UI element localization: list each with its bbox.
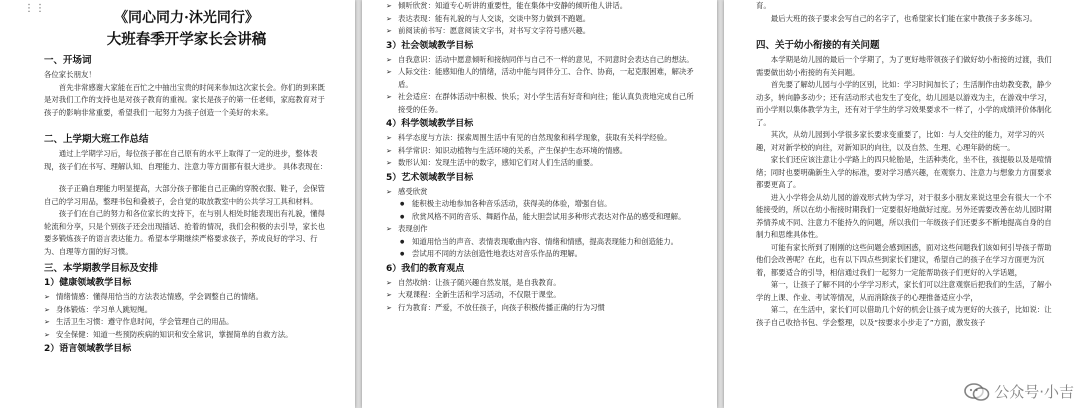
- section-heading-transition: 四、关于幼小衔接的有关问题: [756, 40, 880, 51]
- list-item: ➢ 表达表现：能有礼貌的与人交谈，交谈中努力做到不跑题。: [386, 13, 695, 26]
- list-item: ➢ 安全保健：知道一些预防疾病的知识和安全常识，掌握简单的自救方法。: [44, 329, 329, 342]
- subsection-heading-views: 6）我们的教育观点: [386, 263, 465, 274]
- sub-list-item: ● 能积极主动地参加各种音乐活动，获得美的体验，增强自信。: [386, 198, 695, 211]
- subsection-heading-language: 2）语言领域教学目标: [44, 344, 132, 354]
- document-page-2: [362, 0, 717, 408]
- paragraph: 本学期是幼儿园的最后一个学期了，为了更好地带领孩子们做好幼小衔接的过渡，我们需要做出幼小衔接的有关问题。: [756, 55, 1052, 77]
- list-item: ➢ 自然收纳：让孩子随兴趣自然发展，是自我教育。: [386, 277, 695, 290]
- list-item: ➢ 数形认知：发现生活中的数字，感知它们对人们生活的重要。: [386, 157, 695, 170]
- list-item: ➢ 表现创作: [386, 223, 695, 236]
- paragraph: 进入小学将会从幼儿园的游戏形式转为学习，对于很多小朋友来说这里会有很大一个不能接受的，所以在幼小衔接时期我们一定要很好地做好过度。另外还需要改善在幼儿园时期养情养成不同、注意力不能持久的问题，所以我们一年级孩子们还要多不断地提高自身的自制力和思维具体性。: [756, 192, 1052, 239]
- drag-handle-icon[interactable]: ⋮⋮: [24, 3, 46, 14]
- list-item: ➢ 人际交往：能感知他人的情绪，活动中能与同伴分工、合作、协商，一起克服困难，解决矛盾。: [386, 66, 695, 91]
- list-item: ➢ 前阅读前书写：愿意阅读文字书，对书写文字符号感兴趣。: [386, 25, 695, 38]
- paragraph: 最后大班的孩子要求会写自己的名字了，也希望家长们能在家中教孩子多多练习。: [770, 13, 1037, 23]
- paragraph: 可能有家长所到了刚刚的这些问题会感到困惑，面对这些问题我们该如何引导孩子帮助他们会改善呢？在此，也有以下四点些到家长们建议，希望自己的孩子在学习方面更为沉着，都要适合的引导，相信通过我们一起努力一定能帮助孩子们更好的入学话题，: [756, 242, 1052, 277]
- list-item: ➢ 科学态度与方法：探索周围生活中有见的自然现象和科学现象，获取有关科学经验。: [386, 132, 695, 145]
- list-item: ➢ 身体锻炼：学习单人跳短绳。: [44, 304, 329, 317]
- subsection-heading-art: 5）艺术领域教学目标: [386, 172, 474, 183]
- list-item: ➢ 情绪情感：懂得用恰当的方法表达情感，学会调整自己的情绪。: [44, 291, 329, 304]
- sub-list-item: ● 知道用恰当的声音、表情表现歌曲内容、情绪和情感，提高表现能力和创造能力。: [386, 236, 695, 249]
- paragraph: 首先要了解幼儿园与小学的区别，比如：学习时间加长了；生活制作由幼教变教，静少动多，转向静多动少；还有活动形式也发生了变化，幼儿园是以游戏为主，在游戏中学习，而小学则以集体教学为主，还有对于学生的学习效果要求不一样了，小学的成绩评价体制化了。: [756, 80, 1052, 127]
- list-item: ➢ 大观课程：全新生活和学习活动，不仅限于课堂。: [386, 289, 695, 302]
- paragraph: 家长们还应该注意让小学路上的四只轮胎是，生活种类化，坐不住，孩提般以及是喧情绪；同时也要明确新生入学的标准，要对学习感兴趣，在观察力、注意力与想象力方面要求都要更高了。: [756, 155, 1052, 189]
- paragraph: 孩子正确自理能力明显提高，大部分孩子都能自己正确的穿脱衣服、鞋子，会保管自己的学习用品，整理书包和叠被子，会自觉的取放教室中的公共学习工具和材料。: [44, 184, 325, 206]
- list-item: ➢ 生活卫生习惯：遵守作息时间，学会管理自己的用品。: [44, 316, 329, 329]
- sub-list-item: ● 欣赏风格不同的音乐、舞蹈作品，能大胆尝试用多种形式表达对作品的感受和理解。: [386, 211, 695, 224]
- paragraph: 首先非常感谢大家能在百忙之中抽出宝贵的时间来参加这次家长会。你们的到来既是对我们工作的支持也是对孩子教育的重视。家长是孩子的第一任老师，家庭教育对于孩子的影响非常重要，希望我们一起努力为孩子创造一个美好的未来。: [44, 82, 325, 117]
- subsection-heading-social: 3）社会领域教学目标: [386, 40, 474, 51]
- paragraph: 第二，在生活中，家长们可以借助几个好的机会让孩子成为更好的大孩子，比如说：让孩子自己收拾书包、学会整理，以及“按要求小步走了”方面，激发孩子: [756, 305, 1052, 327]
- subsection-heading-health: 1）健康领域教学目标: [44, 278, 132, 288]
- sub-list-item: ● 尝试用不同的方法创造性地表达对音乐作品的理解。: [386, 248, 695, 261]
- watermark: [964, 381, 1074, 402]
- document-title: 《同心同力·沐光同行》: [114, 10, 259, 26]
- greeting: 各位家长朋友！: [44, 70, 96, 79]
- paragraph: 其次，从幼儿园到小学很多家长要求变重要了，比如：与人交往的能力，对学习的兴趣，对对新学校的向往，对新知识的向往，以及自然、生理、心理年龄的统一。: [756, 130, 1045, 152]
- watermark-text: 公众号·小吉: [994, 383, 1074, 401]
- paragraph: 育。: [756, 1, 771, 10]
- list-item: ➢ 自我意识：活动中愿意倾听和接纳同伴与自己不一样的意见，不同意时会表达自己的想法。: [386, 54, 695, 67]
- list-item: ➢ 倾听欣赏：知道专心听讲的重要性，能在集体中安静的倾听他人讲话。: [386, 0, 695, 13]
- wechat-icon: [964, 382, 990, 402]
- section-heading-summary: 二、上学期大班工作总结: [44, 134, 149, 145]
- list-item: ➢ 社会适应：在群体活动中积极、快乐；对小学生活有好奇和向往；能认真负责地完成自己所接受的任务。: [386, 91, 695, 116]
- subsection-heading-science: 4）科学领域教学目标: [386, 119, 474, 129]
- paragraph: 通过上学期学习后，每位孩子都在自己原有的水平上取得了一定的进步，整体表现，孩子们在书写、理解认知、自理能力、注意力等方面都有很大进步。 具体表现在：: [44, 149, 328, 171]
- list-item: ➢ 行为教育：严爱，不放任孩子，向孩子积极传播正确的行为习惯: [386, 302, 695, 315]
- paragraph: 孩子们在自己的努力和各位家长的支持下，在与别人相处时能表现出有礼貌，懂得轮流和分享，只是个别孩子还会出现插话、抢着的情况，我们会积极的去引导，家长也要多锻炼孩子的语言表达能力。希望本学期继续严格要求孩子，养成良好的学习、行为、自理等方面的好习惯。: [44, 209, 325, 256]
- section-heading-goals: 三、本学期教学目标及安排: [44, 263, 159, 274]
- document-page-3: [724, 0, 1080, 408]
- document-subtitle: 大班春季开学家长会讲稿: [106, 31, 267, 48]
- paragraph: 第一，让孩子了解不同的小学学习形式，家长们可以注意观察后把我们的生活，了解小学的上课、作业、考试等情况，从而消除孩子的心理推备适应小学，: [756, 280, 1052, 302]
- list-item: ➢ 感受欣赏: [386, 186, 695, 199]
- document-page-1: [0, 0, 355, 408]
- list-item: ➢ 科学常识：知识动植物与生活环境的关系，产生保护生态环境的情感。: [386, 145, 695, 158]
- section-heading-opening: 一、开场词: [44, 55, 92, 66]
